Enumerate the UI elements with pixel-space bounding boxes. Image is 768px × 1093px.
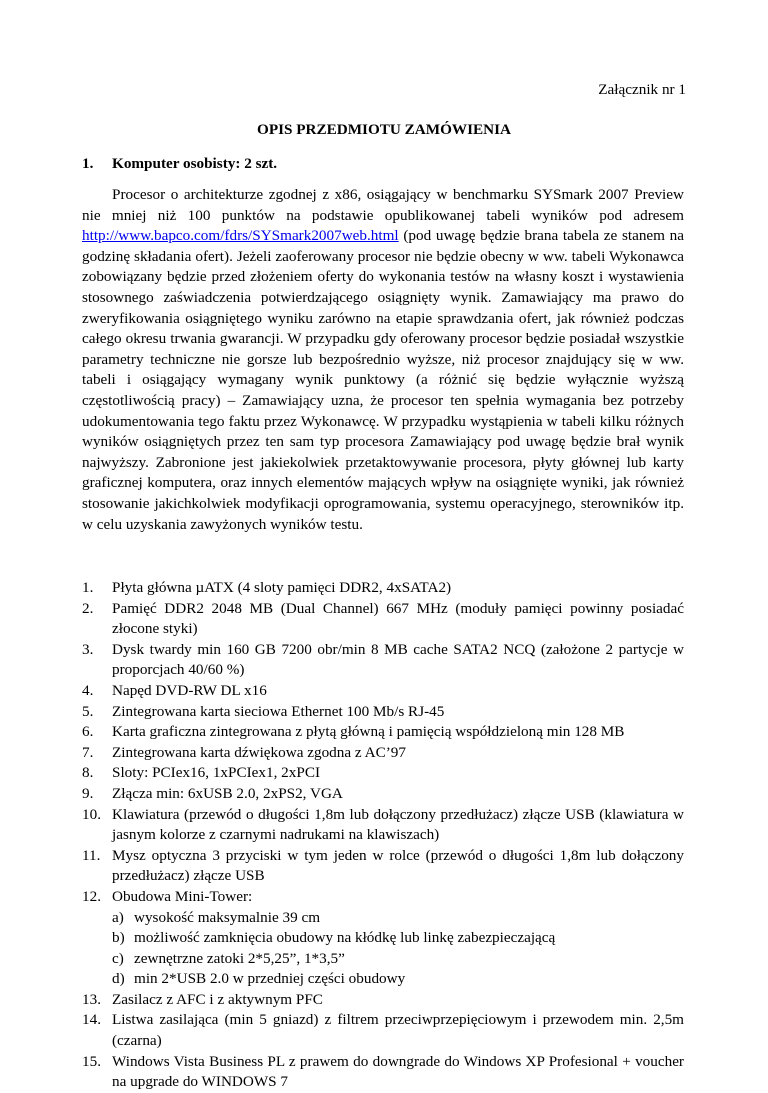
list-item-text: Sloty: PCIex16, 1xPCIex1, 2xPCI <box>112 764 321 782</box>
list-item <box>82 763 684 784</box>
sublist-text: wysokość maksymalnie 39 cm <box>134 908 321 926</box>
sublist-text: możliwość zamknięcia obudowy na kłódkę lub linkę zabezpieczającą <box>134 929 556 947</box>
list-item <box>82 578 684 599</box>
list-item <box>82 784 684 805</box>
list-item <box>82 702 684 723</box>
list-item-number: 15. <box>82 1052 101 1070</box>
list-item <box>82 1052 684 1093</box>
list-item-number: 5. <box>82 702 94 720</box>
list-item-number: 9. <box>82 784 94 802</box>
list-item-text: Windows Vista Business PL z prawem do downgrade do Windows XP Profesional + voucher na upgrade do WINDOWS 7 <box>112 1052 684 1091</box>
list-item-number: 13. <box>82 990 101 1008</box>
sublist-item <box>112 928 684 949</box>
list-item-text: Karta graficzna zintegrowana z płytą główną i pamięcią współdzieloną min 128 MB <box>112 723 625 741</box>
list-item-number: 6. <box>82 723 94 741</box>
list-item-text: Zintegrowana karta sieciowa Ethernet 100 Mb/s RJ-45 <box>112 702 445 720</box>
list-item <box>82 640 684 681</box>
list-item <box>82 846 684 887</box>
sublist-letter: c) <box>112 949 124 967</box>
requirements-list <box>82 578 684 1093</box>
sublist-letter: b) <box>112 929 125 947</box>
paragraph-text-before-link: Procesor o architekturze zgodnej z x86, osiągający w benchmarku SYSmark 2007 Preview nie mniej niż 100 punktów na podstawie opublikowanej tabeli wyników pod adresem <box>82 186 684 224</box>
section-number: 1. <box>82 155 94 172</box>
list-item <box>82 599 684 640</box>
list-item-text: Listwa zasilająca (min 5 gniazd) z filtrem przeciwprzepięciowym i przewodem min. 2,5m (czarna) <box>112 1011 684 1050</box>
list-item <box>82 805 684 846</box>
sublist-text: zewnętrzne zatoki 2*5,25”, 1*3,5” <box>134 949 345 967</box>
list-item-number: 10. <box>82 805 101 823</box>
sublist-text: min 2*USB 2.0 w przedniej części obudowy <box>134 970 406 988</box>
list-item-number: 8. <box>82 764 94 782</box>
list-item <box>82 1010 684 1051</box>
list-item-number: 2. <box>82 599 94 617</box>
list-item-number: 12. <box>82 887 101 905</box>
list-item <box>82 722 684 743</box>
list-item-text: Klawiatura (przewód o długości 1,8m lub dołączony przedłużacz) złącze USB (klawiatura w jasnym kolorze z czarnymi nadrukami na klawiszach) <box>112 805 684 844</box>
document-title: OPIS PRZEDMIOTU ZAMÓWIENIA <box>257 121 511 138</box>
list-item-text: Pamięć DDR2 2048 MB (Dual Channel) 667 MHz (moduły pamięci powinny posiadać złocone styki) <box>112 599 684 638</box>
sublist-item <box>112 949 684 970</box>
sublist-item <box>112 908 684 929</box>
list-item-text: Złącza min: 6xUSB 2.0, 2xPS2, VGA <box>112 784 343 802</box>
sublist-item <box>112 969 684 990</box>
list-item-number: 11. <box>82 846 101 864</box>
list-item <box>82 743 684 764</box>
section-heading <box>82 154 277 174</box>
list-item-number: 3. <box>82 640 94 658</box>
list-item-text: Zasilacz z AFC i z aktywnym PFC <box>112 990 323 1008</box>
list-item-text: Zintegrowana karta dźwiękowa zgodna z AC’97 <box>112 743 406 761</box>
list-item <box>82 887 684 990</box>
list-item-text: Napęd DVD-RW DL x16 <box>112 681 267 699</box>
list-item-number: 14. <box>82 1011 101 1029</box>
list-item-text: Dysk twardy min 160 GB 7200 obr/min 8 MB cache SATA2 NCQ (założone 2 partycje w proporcjach 40/60 %) <box>112 640 684 679</box>
list-item <box>82 990 684 1011</box>
processor-paragraph <box>82 185 684 535</box>
benchmark-link[interactable]: http://www.bapco.com/fdrs/SYSmark2007web.html <box>82 227 399 245</box>
list-item-number: 1. <box>82 579 94 596</box>
list-item-number: 4. <box>82 681 94 699</box>
sublist-letter: a) <box>112 908 124 926</box>
annex-label: Załącznik nr 1 <box>598 81 686 98</box>
list-item-number: 7. <box>82 743 94 761</box>
sublist-letter: d) <box>112 970 125 988</box>
paragraph-text-after-link: (pod uwagę będzie brana tabela ze stanem na godzinę składania ofert). Jeżeli zaoferowany procesor nie będzie obecny w ww. tabeli Wykonawca zobowiązany będzie przed złożeniem oferty do wykonania testów na własny koszt i wystawienia stosownego zaświadczenia potwierdzającego osiągnięty wynik. Zamawiający ma prawo do zweryfikowania osiągniętego wyniku zarówno na etapie sprawdzania ofert, jak również podczas całego okresu trwania gwarancji. W przypadku gdy oferowany procesor będzie posiadał wszystkie parametry techniczne nie gorsze lub bezpośrednio wyższe, niż procesor znajdujący się w ww. tabeli i osiągający wymagany wynik punktowy (a różnić się będzie wyłącznie wyższą częstotliwością pracy) – Zamawiający uzna, że procesor ten spełnia wymagania bez potrzeby udokumentowania tego faktu przez Wykonawcę. W przypadku wystąpienia w tabeli kilku różnych wyników osiągniętych przez ten sam typ procesora Zamawiający pod uwagę będzie brał wynik najwyższy. Zabronione jest jakiekolwiek przetaktowywanie procesora, płyty głównej lub karty graficznej komputera, oraz innych elementów mających wpływ na osiągnięte wyniki, jak również stosowanie jakichkolwiek modyfikacji oprogramowania, systemu operacyjnego, sterowników itp. w celu uzyskania zawyżonych wyników testu. <box>82 227 684 533</box>
list-item-text: Płyta główna µATX (4 sloty pamięci DDR2, 4xSATA2) <box>112 579 452 596</box>
list-item-text: Obudowa Mini-Tower: <box>112 887 253 905</box>
list-item <box>82 681 684 702</box>
section-title: Komputer osobisty: 2 szt. <box>112 155 278 172</box>
case-sublist <box>112 908 684 990</box>
list-item-text: Mysz optyczna 3 przyciski w tym jeden w rolce (przewód o długości 1,8m lub dołączony przedłużacz) złącze USB <box>112 846 684 885</box>
